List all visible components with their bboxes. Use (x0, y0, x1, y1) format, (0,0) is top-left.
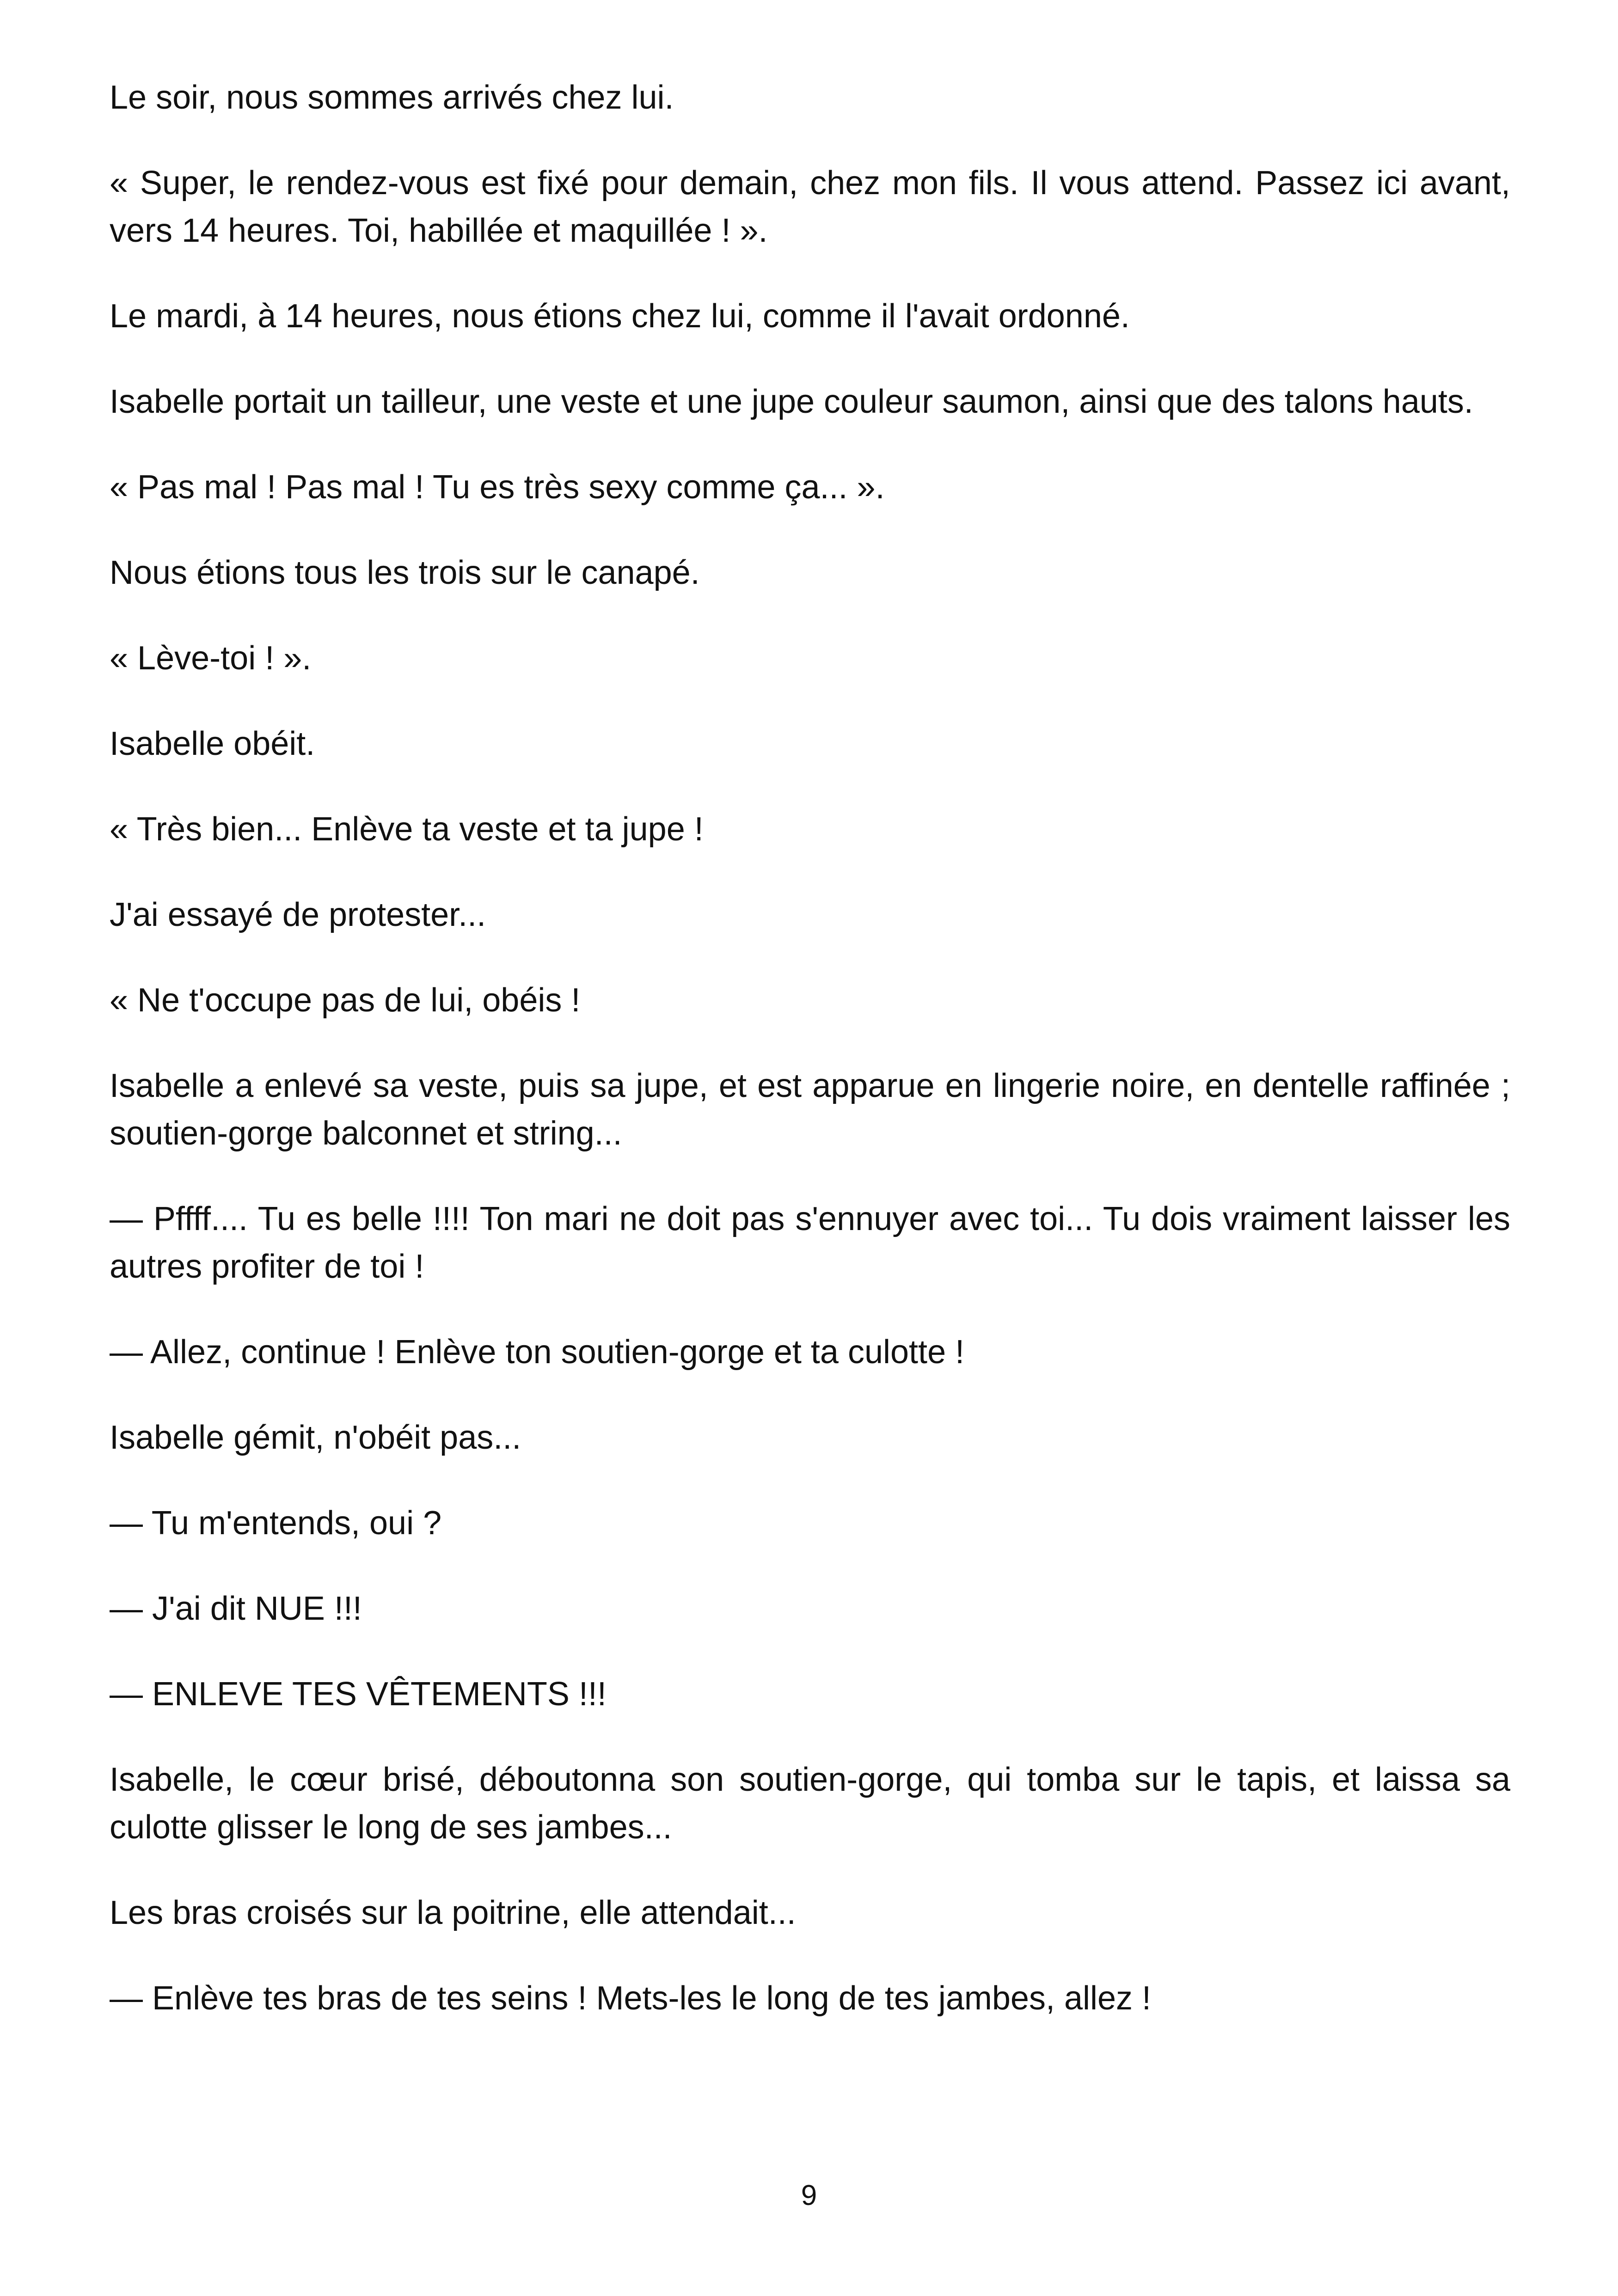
paragraph: — Pffff.... Tu es belle !!!! Ton mari ne doit pas s'ennuyer avec toi... Tu dois vraiment laisser les autres profiter de toi ! (110, 1200, 1510, 1285)
page-number: 9 (801, 2180, 817, 2211)
paragraph: Le mardi, à 14 heures, nous étions chez lui, comme il l'avait ordonné. (110, 298, 1130, 335)
paragraph: — ENLEVE TES VÊTEMENTS !!! (110, 1676, 607, 1713)
paragraph: — Tu m'entends, oui ? (110, 1505, 442, 1542)
paragraph: Isabelle, le cœur brisé, déboutonna son soutien-gorge, qui tomba sur le tapis, et laissa sa culotte glisser le long de ses jambes... (110, 1761, 1510, 1846)
paragraph: « Très bien... Enlève ta veste et ta jupe ! (110, 811, 704, 848)
paragraph: Le soir, nous sommes arrivés chez lui. (110, 79, 674, 116)
paragraph: Les bras croisés sur la poitrine, elle attendait... (110, 1894, 796, 1931)
paragraph: — Enlève tes bras de tes seins ! Mets-les le long de tes jambes, allez ! (110, 1980, 1152, 2017)
paragraph: « Lève-toi ! ». (110, 640, 312, 677)
paragraph: Isabelle portait un tailleur, une veste et une jupe couleur saumon, ainsi que des talons hauts. (110, 383, 1473, 420)
paragraph: « Super, le rendez-vous est fixé pour demain, chez mon fils. Il vous attend. Passez ici avant, vers 14 heures. Toi, habillée et maquillée ! ». (110, 165, 1510, 249)
page-body (110, 74, 1510, 2060)
paragraph: « Ne t'occupe pas de lui, obéis ! (110, 982, 581, 1019)
paragraph: Isabelle obéit. (110, 725, 315, 762)
paragraph: J'ai essayé de protester... (110, 896, 486, 933)
paragraph: Isabelle gémit, n'obéit pas... (110, 1419, 521, 1456)
paragraph: Nous étions tous les trois sur le canapé. (110, 554, 700, 591)
paragraph: — Allez, continue ! Enlève ton soutien-gorge et ta culotte ! (110, 1334, 965, 1371)
paragraph: Isabelle a enlevé sa veste, puis sa jupe, et est apparue en lingerie noire, en dentelle raffinée ; soutien-gorge balconnet et string... (110, 1067, 1510, 1152)
paragraph: « Pas mal ! Pas mal ! Tu es très sexy comme ça... ». (110, 469, 885, 506)
paragraph: — J'ai dit NUE !!! (110, 1590, 362, 1627)
